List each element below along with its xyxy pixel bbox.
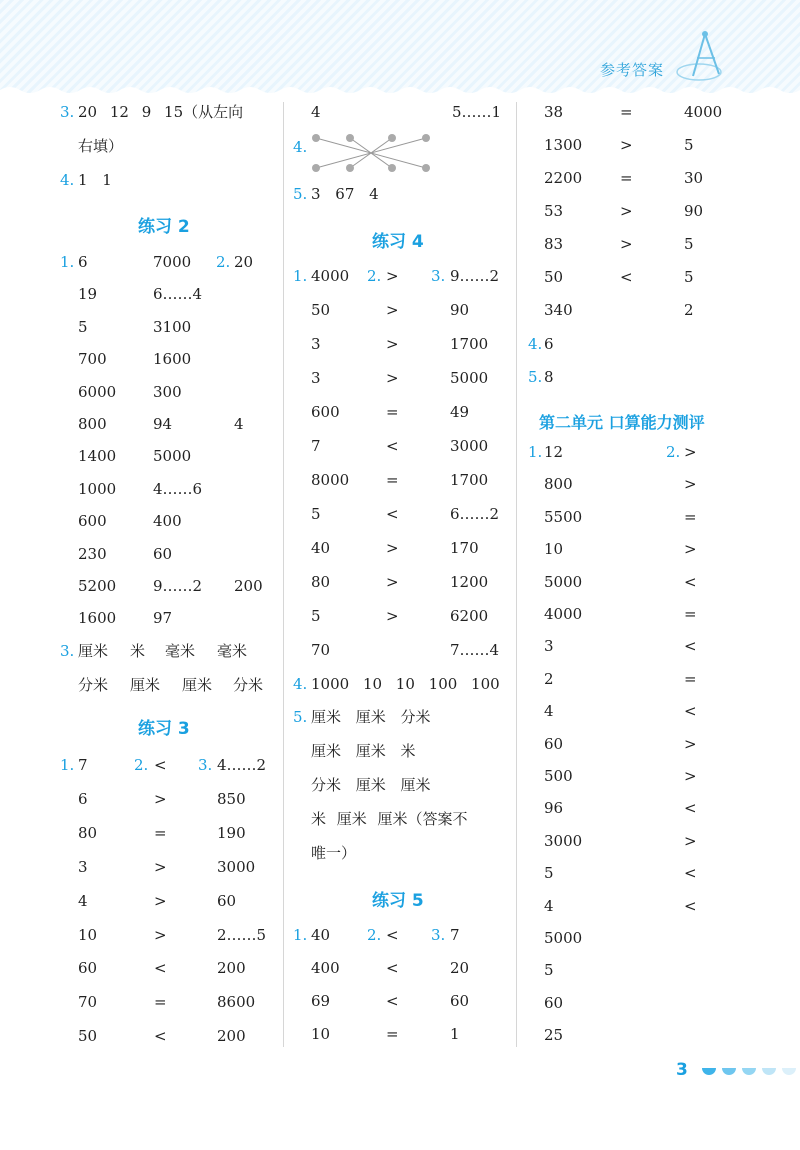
answer-text: 3100	[153, 317, 192, 336]
answer-text: 分米	[78, 676, 109, 694]
answer-text: <	[684, 799, 697, 818]
question-number: 4.	[293, 675, 308, 693]
question-number: 2.	[367, 267, 382, 285]
answer-text: 600	[78, 512, 107, 531]
answer-text: 厘米	[182, 676, 213, 694]
answer-text: <	[386, 437, 399, 455]
answer-text: >	[386, 539, 399, 557]
answer-text: 6200	[450, 607, 489, 625]
answer-text: >	[684, 475, 697, 494]
answer-text: 50	[311, 301, 331, 319]
answer-text: <	[386, 959, 399, 977]
answer-text: 5	[544, 961, 554, 980]
answer-text: 60	[217, 891, 237, 910]
question-number: 5.	[528, 368, 543, 386]
answer-text: 4000	[311, 267, 350, 285]
answer-text: 1	[450, 1025, 460, 1043]
answer-text: 4	[544, 896, 554, 915]
answer-text: 8	[544, 368, 554, 386]
answer-text: >	[386, 573, 399, 591]
answer-text: 1700	[450, 471, 489, 489]
answer-text: >	[386, 267, 399, 285]
answer-text: 40	[311, 539, 331, 557]
answer-text: 170	[450, 539, 479, 557]
answer-text: >	[154, 891, 167, 910]
answer-text: =	[154, 823, 167, 842]
question-number: 2.	[216, 253, 231, 271]
answer-text: 6……2	[450, 505, 500, 523]
answer-text: 4	[544, 702, 554, 721]
answer-text: 400	[153, 512, 182, 531]
answer-text: 右填）	[78, 137, 124, 155]
page-number: 3	[676, 1060, 688, 1080]
answer-text: 3000	[450, 437, 489, 455]
answer-text: =	[386, 471, 399, 489]
answer-text: 50	[544, 268, 564, 286]
answer-text: =	[684, 605, 697, 623]
answer-text: 50	[78, 1027, 98, 1046]
question-number: 3.	[431, 926, 446, 944]
answer-text: 8000	[311, 471, 350, 489]
answer-text: 5	[684, 268, 694, 286]
answer-text: 1400	[78, 447, 117, 466]
answer-text: 2200	[544, 169, 583, 187]
answer-text: 分米	[233, 676, 264, 694]
answer-text: 60	[450, 992, 470, 1010]
decorative-dots	[700, 1064, 800, 1080]
answer-text: >	[154, 925, 167, 944]
answer-text: 2……5	[217, 925, 267, 944]
answer-text: 3000	[217, 857, 256, 876]
answer-text: 8600	[217, 993, 256, 1012]
answer-text: 9……2	[450, 267, 500, 285]
answer-text: >	[620, 136, 633, 154]
answer-text: 200	[234, 577, 263, 595]
answer-text: =	[386, 403, 399, 421]
answer-text: >	[684, 767, 697, 785]
answer-text: 7000	[153, 253, 192, 271]
answer-text: <	[386, 992, 399, 1010]
answer-text: >	[684, 734, 697, 753]
answer-text: 1700	[450, 335, 489, 353]
answer-text: 3 67 4	[311, 185, 379, 203]
answer-text: 200	[217, 1027, 246, 1046]
question-number: 2.	[666, 443, 681, 461]
answer-text: 800	[78, 415, 107, 433]
question-number: 3.	[60, 642, 75, 660]
answer-text: 49	[450, 403, 470, 421]
answer-text: 6	[78, 789, 88, 808]
answer-text: 5	[684, 235, 694, 253]
answer-text: =	[684, 507, 697, 526]
answer-text: 80	[311, 573, 331, 591]
answer-text: 分米 厘米 厘米	[311, 776, 431, 794]
answer-text: 60	[544, 734, 564, 753]
answer-text: 1000 10 10 100 100	[311, 675, 500, 693]
answer-text: 6	[544, 335, 554, 353]
answer-text: >	[620, 202, 633, 220]
answer-text: 厘米	[78, 642, 109, 660]
answer-text: 2	[544, 669, 554, 688]
answer-text: 60	[78, 959, 98, 978]
answer-text: 4000	[544, 605, 583, 623]
question-number: 2.	[134, 756, 149, 774]
question-number: 2.	[367, 926, 382, 944]
answer-text: 30	[684, 169, 704, 187]
answer-text: 米	[130, 642, 146, 660]
answer-text: 1000	[78, 479, 117, 498]
answer-text: 1 1	[78, 171, 112, 189]
question-number: 1.	[60, 756, 75, 774]
answer-text: >	[684, 540, 697, 559]
section-heading: 练习 2	[138, 217, 190, 237]
answer-text: 毫米	[165, 642, 196, 660]
answer-text: 97	[153, 609, 173, 628]
answer-text: =	[386, 1025, 399, 1043]
answer-text: 5000	[153, 447, 192, 466]
question-number: 4.	[528, 335, 543, 353]
answer-text: 80	[78, 823, 98, 842]
answer-text: 4……2	[217, 756, 267, 774]
answer-text: 500	[544, 767, 573, 785]
answer-text: >	[386, 335, 399, 353]
answer-text: 4	[311, 103, 321, 121]
answer-text: 69	[311, 992, 331, 1010]
answer-text: 60	[153, 544, 173, 563]
section-heading: 练习 4	[372, 232, 424, 252]
answer-text: 300	[153, 382, 182, 401]
answer-text: 5200	[78, 577, 117, 595]
question-number: 3.	[198, 756, 213, 774]
column-divider	[283, 102, 284, 1047]
question-number: 4.	[60, 171, 75, 189]
answer-text: =	[620, 169, 633, 187]
question-number: 1.	[60, 253, 75, 271]
answer-text: 3000	[544, 831, 583, 850]
answer-text: 70	[311, 641, 331, 659]
answer-text: 20 12 9 15（从左向	[78, 103, 244, 121]
answer-text: 7	[311, 437, 321, 455]
answer-text: 20	[234, 253, 254, 271]
column-divider	[516, 102, 517, 1047]
answer-text: 2	[684, 301, 694, 319]
answer-text: 5500	[544, 507, 583, 526]
answer-text: 70	[78, 993, 98, 1012]
answer-text: 6000	[78, 382, 117, 401]
answer-text: 53	[544, 202, 564, 220]
question-number: 3.	[60, 103, 75, 121]
question-number: 5.	[293, 708, 308, 726]
answer-text: 83	[544, 235, 564, 253]
answer-text: 90	[684, 202, 704, 220]
answer-text: <	[154, 1027, 167, 1046]
answer-text: 3	[311, 369, 321, 387]
answer-text: >	[386, 301, 399, 319]
answer-text: 3	[311, 335, 321, 353]
section-heading: 第二单元 口算能力测评	[539, 413, 705, 432]
answer-text: 5000	[544, 929, 583, 947]
answer-text: 6……4	[153, 285, 203, 304]
answer-text: =	[620, 103, 633, 121]
answer-text: 5000	[544, 572, 583, 591]
answer-text: 600	[311, 403, 340, 421]
answer-text: <	[154, 959, 167, 978]
answer-text: 9……2	[153, 577, 203, 595]
answer-text: 230	[78, 544, 107, 563]
answer-text: 7	[78, 756, 88, 774]
answer-text: 厘米 厘米 米	[311, 742, 416, 760]
header-title: 参考答案	[600, 61, 665, 79]
answer-text: 3	[78, 857, 88, 876]
answer-text: 5……1	[452, 103, 502, 121]
answer-text: >	[386, 369, 399, 387]
answer-text: 1200	[450, 573, 489, 591]
answer-text: >	[154, 789, 167, 808]
answer-text: 90	[450, 301, 470, 319]
answer-text: 190	[217, 823, 246, 842]
answer-text: 40	[311, 926, 331, 944]
answer-text: <	[684, 637, 697, 656]
answer-text: 4	[78, 891, 88, 910]
answer-text: 1600	[78, 609, 117, 628]
answer-text: 4	[234, 415, 244, 433]
answer-text: 5	[684, 136, 694, 154]
answer-text: 38	[544, 103, 564, 121]
question-number: 5.	[293, 185, 308, 203]
answer-text: <	[684, 572, 697, 591]
answer-text: =	[154, 993, 167, 1012]
answer-text: 19	[78, 285, 98, 304]
answer-text: 唯一）	[311, 844, 357, 862]
page-header	[0, 0, 800, 95]
section-heading: 练习 5	[372, 891, 424, 911]
answer-text: 5	[78, 317, 88, 336]
answer-text: 1300	[544, 136, 583, 154]
answer-text: 5	[311, 505, 321, 523]
question-number: 1.	[528, 443, 543, 461]
answer-text: 94	[153, 415, 173, 433]
compass-icon	[675, 28, 735, 88]
answer-text: 6	[78, 253, 88, 271]
answer-text: >	[620, 235, 633, 253]
answer-text: 1600	[153, 350, 192, 369]
answer-text: 340	[544, 301, 573, 319]
answer-text: 25	[544, 1026, 564, 1045]
answer-text: 5	[311, 607, 321, 625]
answer-text: 96	[544, 799, 564, 818]
answer-text: 10	[311, 1025, 331, 1043]
answer-text: 7	[450, 926, 460, 944]
answer-text: 60	[544, 993, 564, 1012]
answer-text: 5	[544, 864, 554, 883]
answer-text: >	[684, 831, 697, 850]
answer-text: 4000	[684, 103, 723, 121]
answer-text: 3	[544, 637, 554, 656]
answer-text: <	[154, 756, 167, 774]
answer-text: 200	[217, 959, 246, 978]
question-number: 4.	[293, 138, 308, 156]
answer-text: =	[684, 669, 697, 688]
answer-text: 12	[544, 443, 564, 461]
answer-text: 5000	[450, 369, 489, 387]
answer-text: <	[386, 926, 399, 944]
answer-text: 700	[78, 350, 107, 369]
answer-text: >	[154, 857, 167, 876]
answer-text: 米 厘米 厘米（答案不	[311, 810, 468, 828]
answer-text: >	[386, 607, 399, 625]
answer-text: 400	[311, 959, 340, 977]
answer-text: <	[620, 268, 633, 286]
answer-text: <	[684, 702, 697, 721]
matching-diagram	[310, 132, 435, 176]
answer-text: 4……6	[153, 479, 203, 498]
answer-text: >	[684, 443, 697, 461]
answer-text: 厘米	[130, 676, 161, 694]
answer-text: 7……4	[450, 641, 500, 659]
question-number: 1.	[293, 926, 308, 944]
section-heading: 练习 3	[138, 719, 190, 739]
answer-text: 10	[78, 925, 98, 944]
question-number: 3.	[431, 267, 446, 285]
answer-text: 10	[544, 540, 564, 559]
answer-text: 20	[450, 959, 470, 977]
answer-text: <	[684, 896, 697, 915]
question-number: 1.	[293, 267, 308, 285]
answer-text: 毫米	[217, 642, 248, 660]
answer-text: <	[684, 864, 697, 883]
answer-text: 800	[544, 475, 573, 494]
answer-text: 850	[217, 789, 246, 808]
answer-text: 厘米 厘米 分米	[311, 708, 431, 726]
answer-text: <	[386, 505, 399, 523]
